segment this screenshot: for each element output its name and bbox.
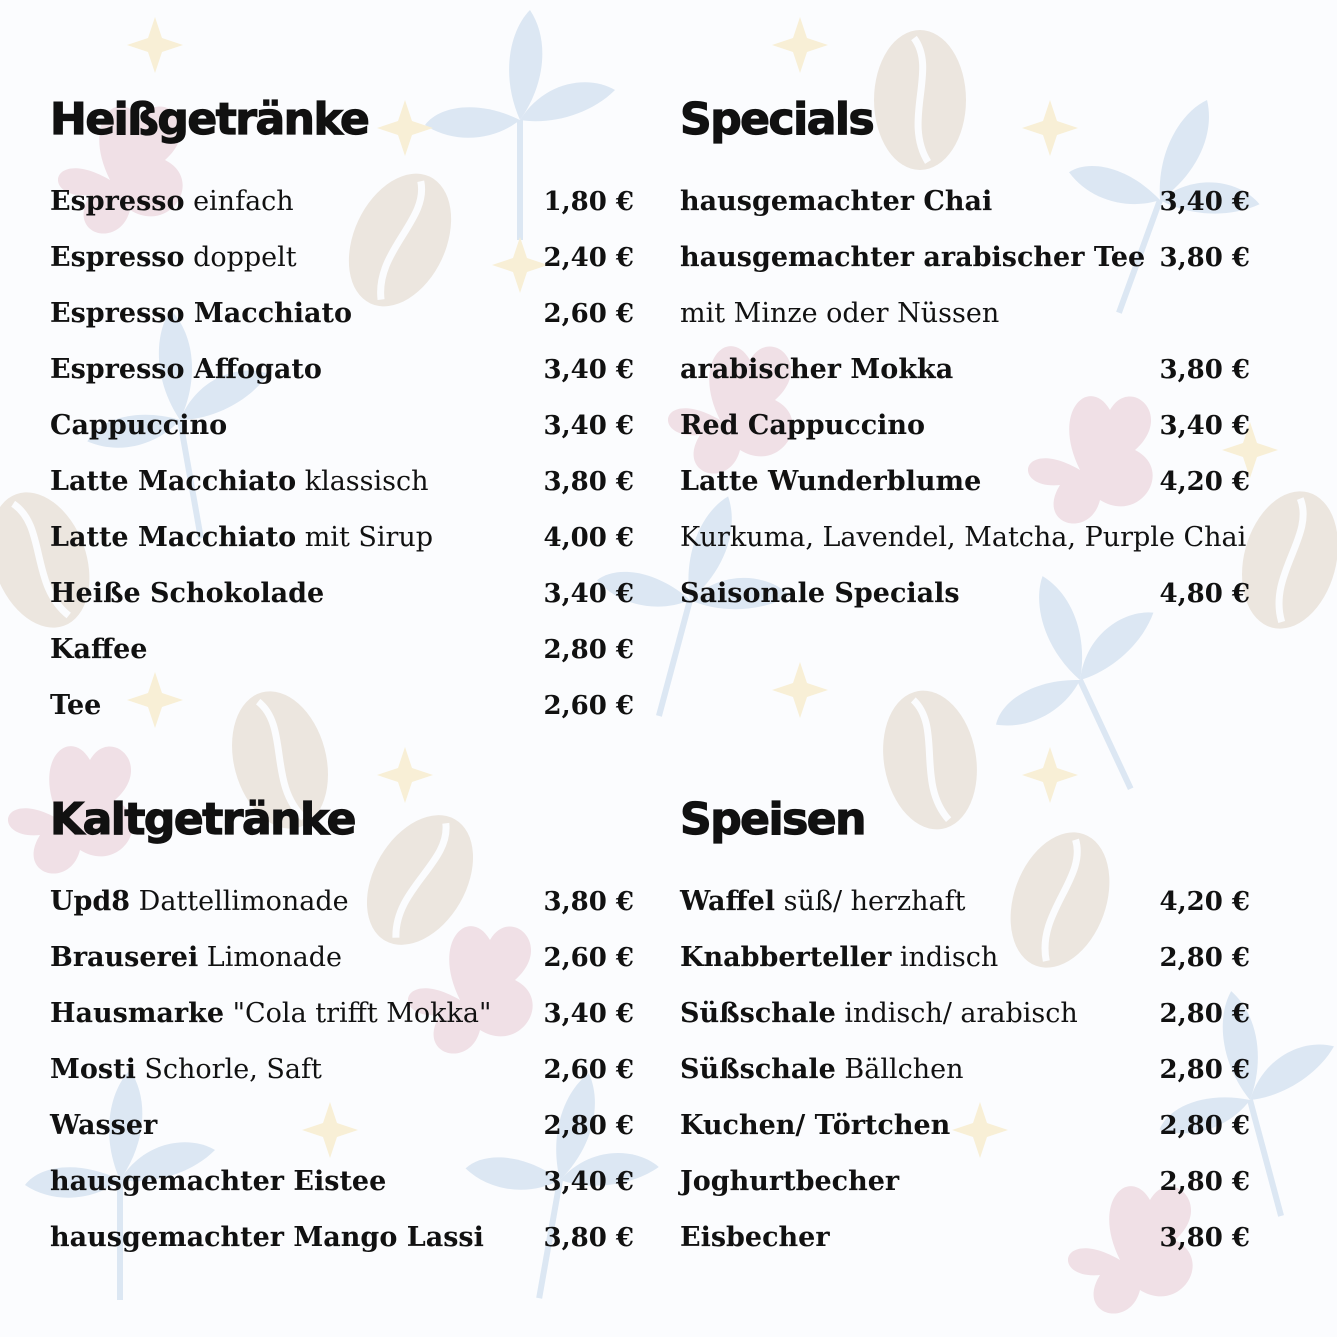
menu-item — [680, 930, 1250, 986]
menu-item-description: mit Sirup — [296, 522, 434, 553]
menu-item-name: Latte Macchiato — [50, 522, 297, 553]
menu-item-name: Waffel — [680, 886, 776, 917]
menu-item-price: 3,40 € — [543, 411, 634, 441]
menu-item-name: Kaffee — [50, 634, 148, 665]
menu-item-price: 3,40 € — [1159, 411, 1250, 441]
section-heading: Heißgetränke — [50, 94, 369, 145]
section-specials — [680, 92, 1280, 622]
menu-item-name: Cappuccino — [50, 410, 228, 441]
menu-item-name: Mosti — [50, 1054, 136, 1085]
section-hot-drinks — [50, 92, 634, 734]
menu-item-price: 2,80 € — [1159, 1055, 1250, 1085]
menu-list — [50, 874, 634, 1266]
menu-item — [50, 342, 634, 398]
menu-item — [50, 678, 634, 734]
menu-item-description: indisch — [891, 942, 999, 973]
menu-item — [680, 1098, 1250, 1154]
menu-item — [680, 986, 1250, 1042]
menu-item-name: Espresso — [50, 186, 185, 217]
menu-item — [680, 398, 1280, 454]
menu-item — [50, 1098, 634, 1154]
menu-item-price: 2,60 € — [543, 943, 634, 973]
menu-item-name: Joghurtbecher — [680, 1166, 900, 1197]
menu-item-price: 3,40 € — [543, 355, 634, 385]
menu-item-name: arabischer Mokka — [680, 354, 954, 385]
menu-item-name: Tee — [50, 690, 102, 721]
section-food — [680, 792, 1250, 1266]
menu-item-price: 3,80 € — [1159, 1223, 1250, 1253]
menu-item-price: 2,80 € — [543, 1111, 634, 1141]
menu-item-name: Latte Macchiato — [50, 466, 297, 497]
menu-item-price: 3,80 € — [543, 467, 634, 497]
menu-item-name: hausgemachter arabischer Tee — [680, 242, 1146, 273]
menu-item — [50, 454, 634, 510]
menu-item — [680, 874, 1250, 930]
menu-item-name: hausgemachter Chai — [680, 186, 993, 217]
menu-item-description: einfach — [184, 186, 294, 217]
menu-item-price: 2,80 € — [1159, 999, 1250, 1029]
section-heading: Specials — [680, 94, 874, 145]
menu-item-name: Kuchen/ Törtchen — [680, 1110, 951, 1141]
menu-item-price: 4,20 € — [1159, 467, 1250, 497]
menu-item-name: Brauserei — [50, 942, 199, 973]
menu-item-name: Upd8 — [50, 886, 131, 917]
menu-item-note: mit Minze oder Nüssen — [680, 298, 1000, 329]
menu-item-name: Knabberteller — [680, 942, 892, 973]
menu-item — [680, 1154, 1250, 1210]
menu-item-description: Schorle, Saft — [135, 1054, 322, 1085]
menu-item-price: 3,40 € — [543, 579, 634, 609]
menu-item-description: doppelt — [184, 242, 297, 273]
menu-item-description: Dattellimonade — [130, 886, 349, 917]
menu-item — [50, 1042, 634, 1098]
menu-item-name: hausgemachter Eistee — [50, 1166, 387, 1197]
menu-item-name: Süßschale — [680, 998, 836, 1029]
menu-item-name: Saisonale Specials — [680, 578, 960, 609]
menu-list — [680, 174, 1280, 622]
menu-item-name: Hausmarke — [50, 998, 225, 1029]
menu-item — [50, 286, 634, 342]
menu-item-price: 2,80 € — [1159, 943, 1250, 973]
menu-item-price: 2,60 € — [543, 691, 634, 721]
menu-item-price: 2,40 € — [543, 243, 634, 273]
menu-item-price: 1,80 € — [543, 187, 634, 217]
menu-item — [50, 622, 634, 678]
menu-item — [50, 174, 634, 230]
section-cold-drinks — [50, 792, 634, 1266]
menu-item-description: Limonade — [198, 942, 342, 973]
menu-item — [50, 1210, 634, 1266]
menu-item-price: 2,80 € — [1159, 1111, 1250, 1141]
menu-item-price: 3,80 € — [1159, 355, 1250, 385]
menu-item-note: Kurkuma, Lavendel, Matcha, Purple Chai — [680, 522, 1247, 553]
menu-list — [680, 874, 1250, 1266]
menu-item — [50, 874, 634, 930]
menu-item — [50, 1154, 634, 1210]
menu-item-name: hausgemachter Mango Lassi — [50, 1222, 484, 1253]
menu-item-price: 2,60 € — [543, 1055, 634, 1085]
menu-item-price: 3,40 € — [543, 999, 634, 1029]
menu-item — [50, 566, 634, 622]
menu-item — [680, 1042, 1250, 1098]
menu-item-price: 3,80 € — [543, 887, 634, 917]
menu-item-price: 2,60 € — [543, 299, 634, 329]
menu-item — [680, 454, 1280, 510]
menu-item — [680, 174, 1280, 230]
menu-item-price: 4,20 € — [1159, 887, 1250, 917]
section-heading: Kaltgetränke — [50, 794, 355, 845]
menu-item-description: indisch/ arabisch — [835, 998, 1078, 1029]
menu-item-name: Heiße Schokolade — [50, 578, 325, 609]
menu-item-price: 3,40 € — [543, 1167, 634, 1197]
menu-item-name: Espresso Macchiato — [50, 298, 352, 329]
menu-item — [50, 510, 634, 566]
menu-item-name: Espresso — [50, 242, 185, 273]
menu-item — [680, 566, 1280, 622]
menu-item-price: 4,80 € — [1159, 579, 1250, 609]
menu-item-price: 3,80 € — [543, 1223, 634, 1253]
menu-item-description: "Cola trifft Mokka" — [224, 998, 492, 1029]
menu-item — [680, 1210, 1250, 1266]
section-heading: Speisen — [680, 794, 865, 845]
menu-list — [50, 174, 634, 734]
menu-item-name: Red Cappuccino — [680, 410, 926, 441]
menu-item-price: 4,00 € — [543, 523, 634, 553]
menu-item — [680, 230, 1280, 286]
menu-item — [50, 930, 634, 986]
menu-item — [680, 342, 1280, 398]
menu-item-description: süß/ herzhaft — [775, 886, 966, 917]
menu-item-description: Bällchen — [835, 1054, 964, 1085]
menu-item-name: Süßschale — [680, 1054, 836, 1085]
menu-item-name: Espresso Affogato — [50, 354, 322, 385]
menu-item-name: Wasser — [50, 1110, 158, 1141]
menu-item-price: 3,80 € — [1159, 243, 1250, 273]
menu-item — [50, 230, 634, 286]
menu-item — [50, 398, 634, 454]
menu-item-price: 2,80 € — [543, 635, 634, 665]
menu-item-name: Eisbecher — [680, 1222, 830, 1253]
menu-item-price: 3,40 € — [1159, 187, 1250, 217]
menu-item-description: klassisch — [296, 466, 429, 497]
menu-item — [50, 986, 634, 1042]
menu-item-price: 2,80 € — [1159, 1167, 1250, 1197]
menu-item-name: Latte Wunderblume — [680, 466, 982, 497]
